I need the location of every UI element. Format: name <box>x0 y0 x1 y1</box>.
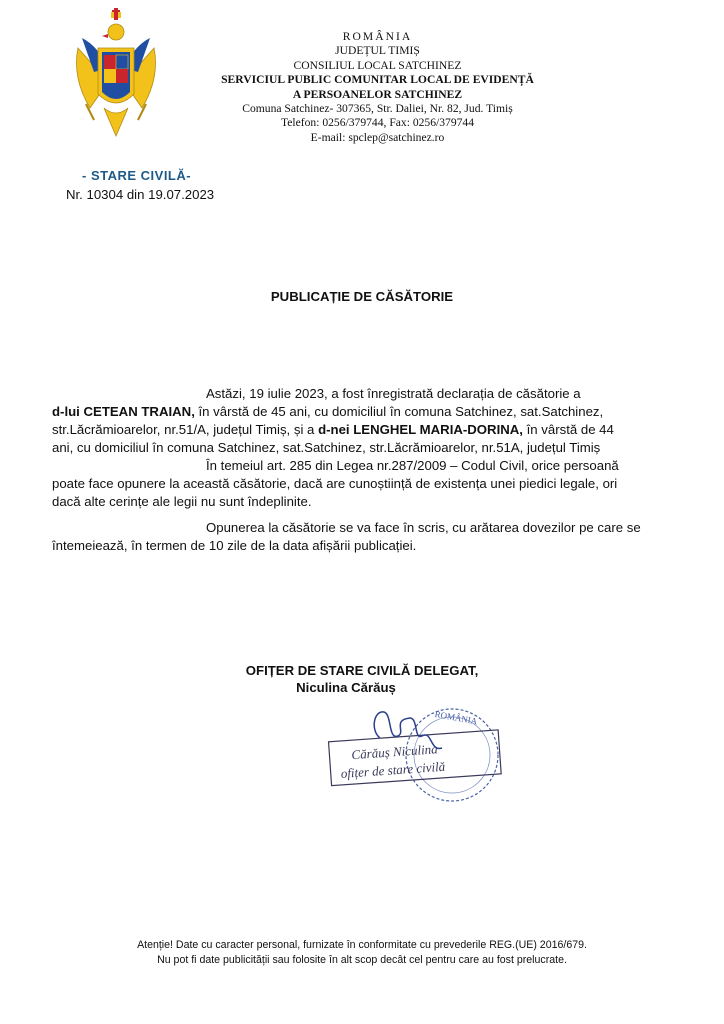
document-title: PUBLICAȚIE DE CĂSĂTORIE <box>270 289 454 304</box>
name-stamp <box>329 730 502 786</box>
groom-name: d-lui CETEAN TRAIAN, <box>52 404 195 419</box>
body-line-5: În temeiul art. 285 din Legea nr.287/2009 – Codul Civil, orice persoană <box>206 458 619 473</box>
stamp-line-2: ofițer de stare civilă <box>340 758 446 781</box>
header-address: Comuna Satchinez- 307365, Str. Daliei, Nr. 82, Jud. Timiș <box>242 102 513 116</box>
body-line-6: poate face opunere la această căsătorie, dacă are cunoștiință de existența unei piedici legale, ori <box>52 476 618 491</box>
body-line-8: Opunerea la căsătorie se va face în scris, cu arătarea dovezilor pe care se <box>206 520 641 535</box>
footer-line-2: Nu pot fi date publicității sau folosite în alt scop decât cel pentru care au fost prelucrate. <box>157 954 567 966</box>
body-line-4: ani, cu domiciliul în comuna Satchinez, sat.Satchinez, str.Lăcrămioarelor, nr.51A, județul Timiș <box>52 440 601 455</box>
header-country: ROMÂNIA <box>342 30 413 43</box>
header-county: JUDEȚUL TIMIȘ <box>335 44 420 58</box>
institution-header <box>220 30 535 145</box>
bride-age: în vârstă de 44 <box>522 422 614 437</box>
header-service-line2: A PERSOANELOR SATCHINEZ <box>292 87 463 101</box>
body-line-7: dacă alte cerințe ale legii nu sunt îndeplinite. <box>52 494 312 509</box>
body-line-1: Astăzi, 19 iulie 2023, a fost înregistrată declarația de căsătorie a <box>206 386 581 401</box>
romania-coat-of-arms <box>68 8 164 140</box>
header-email: E-mail: spclep@satchinez.ro <box>310 130 445 144</box>
registration-number: Nr. 10304 din 19.07.2023 <box>66 187 215 202</box>
header-service-line1: SERVICIUL PUBLIC COMUNITAR LOCAL DE EVIDENȚĂ <box>221 73 534 87</box>
body-line-3 <box>52 421 614 439</box>
privacy-footer <box>0 938 724 968</box>
groom-address: str.Lăcrămioarelor, nr.51/A, județul Timiș, și a <box>52 422 319 437</box>
officer-name: Niculina Cărăuș <box>296 680 396 695</box>
seal-text: ROMÂNIA <box>433 708 479 727</box>
officer-block <box>0 662 724 696</box>
body-line-9: întemeiează, în termen de 10 zile de la data afișării publicației. <box>52 538 417 553</box>
bride-name: d-nei LENGHEL MARIA-DORINA, <box>318 422 523 437</box>
body-line-2 <box>52 403 603 421</box>
header-phone: Telefon: 0256/379744, Fax: 0256/379744 <box>280 116 475 130</box>
footer-line-1: Atenție! Date cu caracter personal, furnizate în conformitate cu prevederile REG.(UE) 2016/679. <box>137 939 587 951</box>
header-council: CONSILIUL LOCAL SATCHINEZ <box>293 58 462 72</box>
stamp-line-1: Cărăuș Niculina <box>350 741 439 763</box>
groom-details: în vârstă de 45 ani, cu domiciliul în comuna Satchinez, sat.Satchinez, <box>194 404 604 419</box>
department-label: - STARE CIVILĂ- <box>82 168 192 183</box>
officer-role: OFIȚER DE STARE CIVILĂ DELEGAT, <box>245 663 479 678</box>
official-stamp <box>322 700 512 810</box>
